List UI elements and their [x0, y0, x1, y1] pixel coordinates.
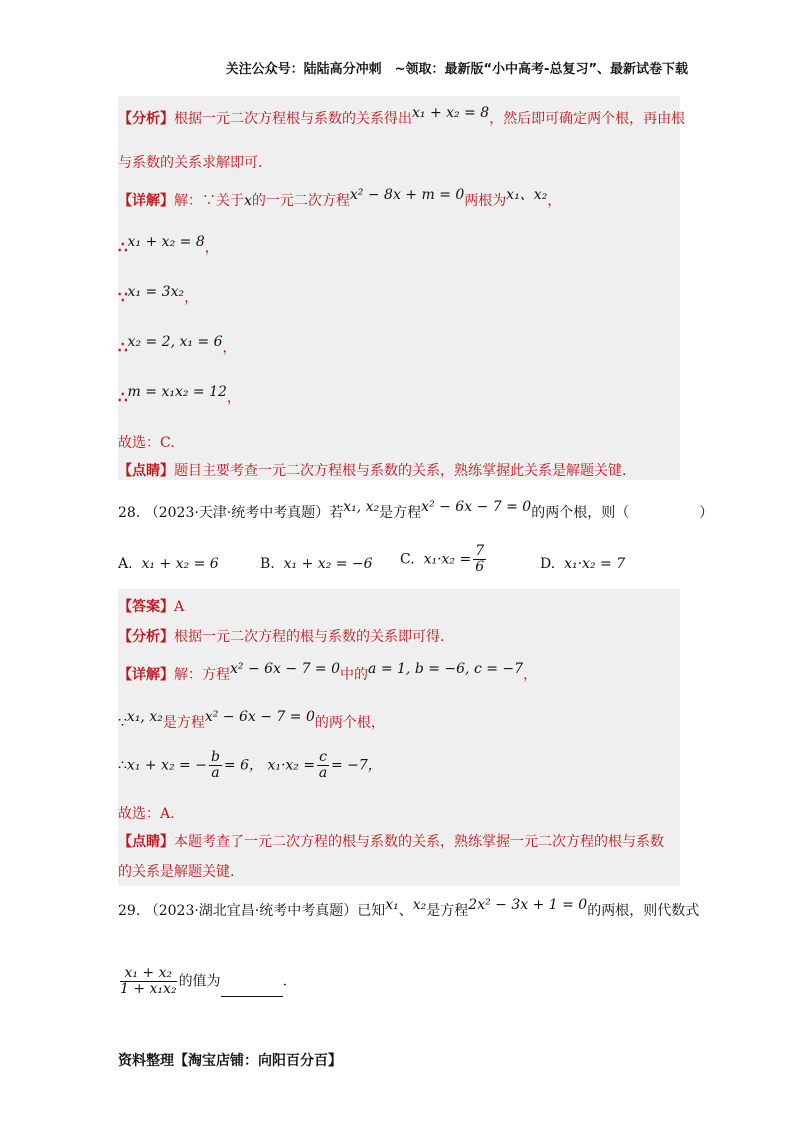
comment-tag: 【点睛】 [118, 463, 174, 479]
therefore-symbol: ∴ [118, 338, 128, 356]
comment-line: 【点睛】本题考查了一元二次方程的根与系数的关系，熟练掌握一元二次方程的根与系数 [118, 834, 664, 850]
analysis-line: 【分析】根据一元二次方程的根与系数的关系即可得. [118, 629, 445, 645]
comment-line-2: 的关系是解题关键. [118, 864, 235, 880]
step-2: ∵x₁ = 3x₂， [118, 284, 199, 306]
comment-line: 【点睛】题目主要考查一元二次方程根与系数的关系，熟练掌握此关系是解题关键. [118, 463, 627, 479]
therefore-symbol: ∴ [118, 388, 128, 406]
answer-blank[interactable] [221, 982, 283, 997]
detail-tag: 【详解】 [118, 193, 174, 209]
step-1: ∴x₁ + x₂ = 8， [118, 234, 219, 256]
analysis-line-2: 与系数的关系求解即可. [118, 155, 263, 171]
option-c[interactable]: C. x₁·x₂ = $\frac{7}{6}$ [400, 543, 485, 575]
detail-line-3: ∴x₁ + x₂ = − $\frac{b}{a}$ = 6， x₁·x₂ = $\frac{c}{a}$ = −7， [118, 749, 382, 781]
question-29: 29. （2023·湖北宜昌·统考中考真题）已知x₁、x₂是方程2x² − 3x + 1 = 0的两根，则代数式 [118, 897, 700, 919]
because-symbol: ∵ [118, 288, 128, 306]
option-b[interactable]: B. x₁ + x₂ = −6 [260, 556, 373, 572]
therefore-symbol: ∴ [118, 238, 128, 256]
question-29-expression: $\frac{\text{x₁ + x₂}}{\text{1 + x₁x₂}}$ 的值为 . [120, 965, 288, 997]
page-header: 关注公众号：陆陆高分冲刺 ~领取：最新版“小中高考-总复习”、最新试卷下载 [225, 62, 688, 77]
page-footer: 资料整理【淘宝店铺：向阳百分百】 [118, 1053, 342, 1069]
option-a[interactable]: A. x₁ + x₂ = 6 [118, 556, 219, 572]
option-d[interactable]: D. x₁·x₂ = 7 [540, 556, 626, 572]
answer-line [118, 596, 184, 616]
sum-equation: x₁ + x₂ = 8 [412, 105, 490, 121]
analysis-line: 【分析】根据一元二次方程根与系数的关系得出x₁ + x₂ = 8，然后即可确定两个根，再由根 [118, 105, 686, 127]
analysis-tag: 【分析】 [118, 111, 174, 127]
fraction-expression: $\frac{\text{x₁ + x₂}}{\text{1 + x₁x₂}}$ [120, 965, 177, 997]
answer-value: A [174, 599, 185, 615]
step-3: ∴x₂ = 2, x₁ = 6， [118, 334, 237, 356]
question-28: 28. （2023·天津·统考中考真题）若x₁, x₂是方程x² − 6x − 7 = 0的两个根，则（ ） [118, 499, 714, 521]
step-4: ∴m = x₁x₂ = 12， [118, 384, 241, 406]
quadratic-equation: x² − 8x + m = 0 [349, 187, 465, 203]
answer-tag: 【答案】 [118, 599, 174, 615]
choice-line: 故选：A. [118, 806, 175, 822]
detail-line: 【详解】解：∵关于x的一元二次方程x² − 8x + m = 0两根为x₁、x₂， [118, 187, 562, 209]
detail-line: 【详解】解：方程x² − 6x − 7 = 0中的a = 1, b = −6, c = −7， [118, 661, 538, 683]
detail-line-2: ∵x₁, x₂是方程x² − 6x − 7 = 0的两个根， [118, 709, 385, 731]
choice-line: 故选：C. [118, 435, 175, 451]
